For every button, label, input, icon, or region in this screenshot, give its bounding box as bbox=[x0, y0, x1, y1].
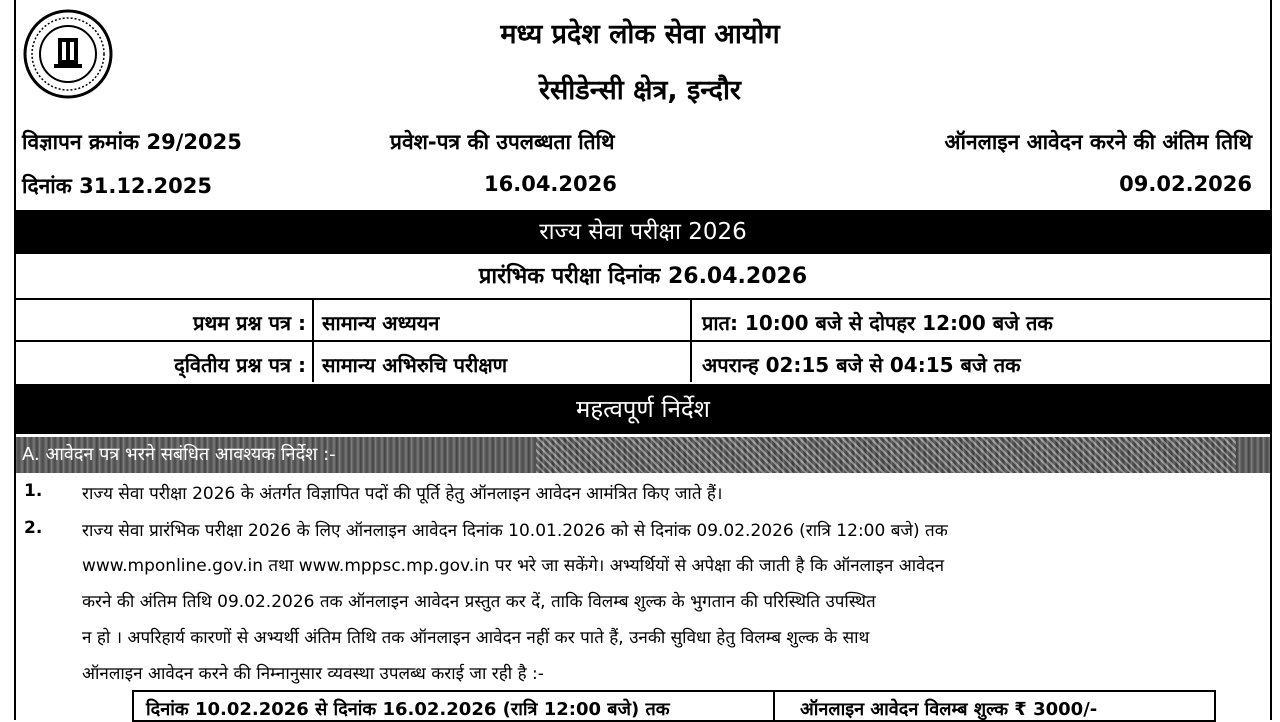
late-fee-period: दिनांक 10.02.2026 से दिनांक 16.02.2026 (रात्रि 12:00 बजे) तक bbox=[146, 699, 670, 720]
exam-name: राज्य सेवा परीक्षा 2026 bbox=[539, 219, 747, 245]
instructions-heading: महत्वपूर्ण निर्देश bbox=[575, 395, 710, 423]
item-text-line: राज्य सेवा प्रारंभिक परीक्षा 2026 के लिए ऑनलाइन आवेदन दिनांक 10.01.2026 को से दिनांक 09.02.2026 (रात्रि 12:00 बजे) तक bbox=[82, 521, 948, 541]
paper1-label: प्रथम प्रश्न पत्र : bbox=[193, 311, 306, 335]
admit-card-date: 16.04.2026 bbox=[484, 172, 617, 196]
table-divider bbox=[773, 690, 775, 720]
instructions-heading-bar bbox=[16, 384, 1270, 434]
page-subtitle: रेसीडेन्सी क्षेत्र, इन्दौर bbox=[539, 75, 741, 106]
item-text: राज्य सेवा परीक्षा 2026 के अंतर्गत विज्ञापित पदों की पूर्ति हेतु ऑनलाइन आवेदन आमंत्रित किए जाते हैं। bbox=[82, 484, 723, 504]
paper2-label: द्‌वितीय प्रश्न पत्र : bbox=[174, 353, 306, 377]
paper1-time: प्रात: 10:00 बजे से दोपहर 12:00 बजे तक bbox=[702, 311, 1053, 335]
last-date-label: ऑनलाइन आवेदन करने की अंतिम तिथि bbox=[944, 130, 1252, 154]
item-number: 1. bbox=[24, 481, 43, 501]
last-date-value: 09.02.2026 bbox=[1119, 172, 1252, 196]
advt-number: विज्ञापन क्रमांक 29/2025 bbox=[22, 130, 242, 154]
divider bbox=[16, 298, 1270, 300]
item-text-line: न हो । अपरिहार्य कारणों से अभ्यर्थी अंतिम तिथि तक ऑनलाइन आवेदन नहीं कर पाते हैं, उनकी सुविधा हेतु विलम्ब शुल्क के साथ bbox=[82, 628, 870, 648]
paper2-time: अपरान्ह 02:15 बजे से 04:15 बजे तक bbox=[702, 353, 1021, 377]
item-text-line: www.mponline.gov.in तथा www.mppsc.mp.gov.in पर भरे जा सकेंगे। अभ्यर्थियों से अपेक्षा की जाती है कि ऑनलाइन आवेदन bbox=[82, 556, 945, 576]
paper1-subject: सामान्य अध्ययन bbox=[322, 311, 440, 335]
admit-card-label: प्रवेश-पत्र की उपलब्धता तिथि bbox=[390, 130, 615, 154]
page-title: मध्य प्रदेश लोक सेवा आयोग bbox=[500, 19, 780, 50]
late-fee-amount: ऑनलाइन आवेदन विलम्ब शुल्क ₹ 3000/- bbox=[800, 699, 1098, 720]
item-number: 2. bbox=[24, 518, 43, 538]
exam-name-bar bbox=[16, 210, 1270, 254]
table-row-divider bbox=[16, 340, 1270, 342]
section-a-heading: A. आवेदन पत्र भरने सबंधित आवश्यक निर्देश :- bbox=[22, 444, 336, 465]
item-text-line: ऑनलाइन आवेदन करने की निम्नानुसार व्यवस्था उपलब्ध कराई जा रही है :- bbox=[82, 664, 544, 684]
paper2-subject: सामान्य अभिरुचि परीक्षण bbox=[322, 353, 508, 377]
item-text-line: करने की अंतिम तिथि 09.02.2026 तक ऑनलाइन आवेदन प्रस्तुत कर दें, ताकि विलम्ब शुल्क के भुगतान की परिस्थिति उपस्थित bbox=[82, 592, 876, 612]
advt-date: दिनांक 31.12.2025 bbox=[22, 174, 212, 198]
prelim-date: प्रारंभिक परीक्षा दिनांक 26.04.2026 bbox=[478, 264, 808, 289]
